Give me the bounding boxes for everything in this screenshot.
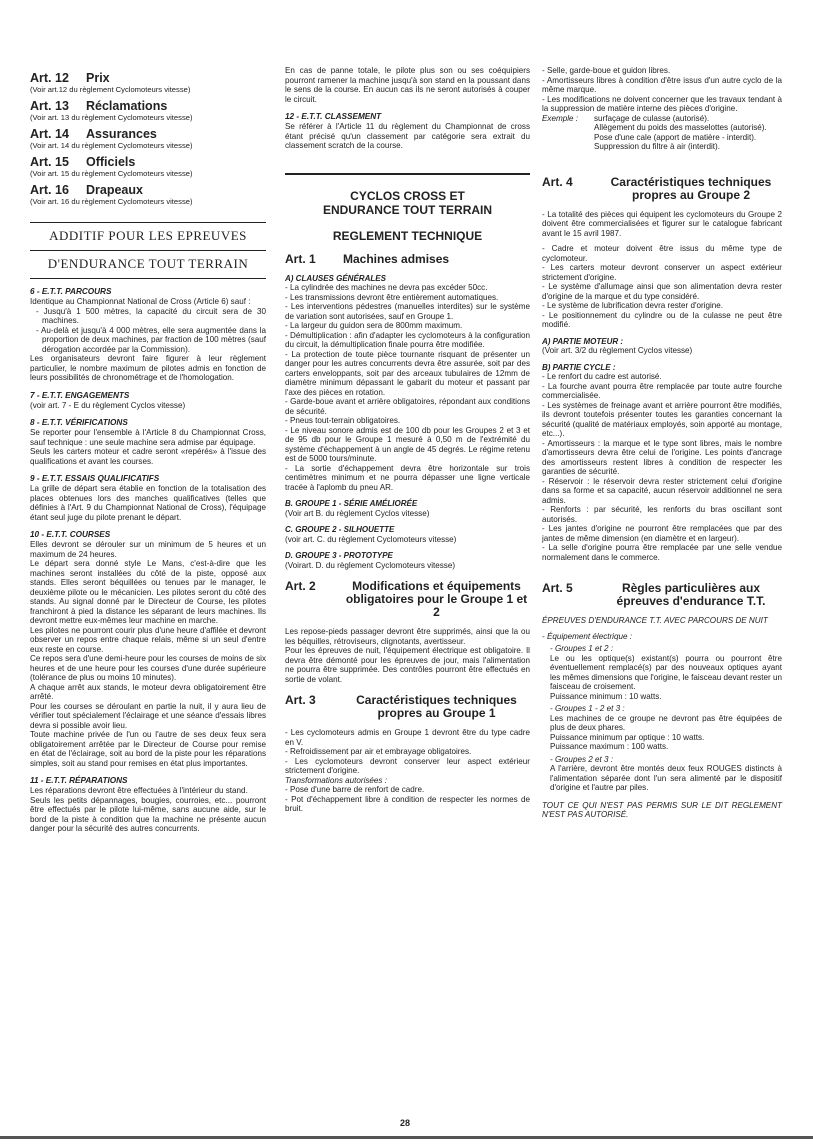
paragraph: Pour les courses se déroulant en partie la nuit, il y aura lieu de vérifier tout spécialement l'éclairage et une séance d'essais libres devra si possible avoir lieu. — [30, 701, 266, 730]
article-reference: (Voir art. 14 du règlement Cyclomoteurs vitesse) — [30, 141, 193, 150]
article-1-heading — [285, 253, 530, 266]
article-title: Règles particulières aux épreuves d'endurance T.T. — [616, 581, 766, 608]
subsection-heading: C. GROUPE 2 - SILHOUETTE — [285, 525, 395, 534]
paragraph: Seuls les carters moteur et cadre seront «repérés» à l'issue des qualifications et avant les courses. — [30, 447, 266, 466]
list-item: - Le niveau sonore admis est de 100 db pour les Groupes 2 et 3 et de 95 db pour le Groupe 1 mesuré à 0,50 m de l'extrémité du système d'échappement à un angle de 45 degrés. Le régime retenu est de 5000 tours/minute. — [285, 425, 530, 463]
paragraph: Pour les épreuves de nuit, l'équipement électrique est obligatoire. Il devra être démonté pour les épreuves de jour, mais l'alimentation ne pourra être supprimée. Des contrôles pourront être effectués en sortie de volant. — [285, 646, 530, 684]
paragraph: Se référer à l'Article 11 du règlement du Championnat de cross étant précisé qu'un classement par catégorie sera extrait du classement scratch de la course. — [285, 122, 530, 150]
list-item: - Cadre et moteur doivent être issus du même type de cyclomoteur. — [542, 244, 782, 263]
paragraph: Les organisateurs devront faire figurer à leur règlement particulier, le nombre maximum de pilotes admis en fonction de leurs possibilités de chronométrage et de l'homologation. — [30, 354, 266, 382]
group-heading: - Groupes 1 - 2 et 3 : — [550, 704, 625, 713]
article-16 — [30, 184, 266, 206]
list-item: - Renforts : par sécurité, les renforts du bras oscillant sont autorisés. — [542, 505, 782, 524]
article-number: Art. 3 — [285, 693, 316, 707]
column-2 — [285, 66, 530, 814]
list-item: - Les modifications ne doivent concerner que les travaux tendant à la suppression de matière interne des pièces d'origine. — [542, 94, 782, 113]
paragraph: Se reporter pour l'ensemble à l'Article 8 du Championnat Cross, sauf technique : une seule machine sera admise par équipage. — [30, 428, 266, 447]
paragraph: A l'arrière, devront être montés deux feux ROUGES distincts à l'alimentation séparée dont l'un sera alimenté par le dispositif d'origine et l'autre par piles. — [550, 764, 782, 792]
paragraph: Toute machine privée de l'un ou l'autre de ses deux feux sera obligatoirement arrêtée par le Directeur de Course pour remise en état de l'éclairage, soit au bord de la piste pour les réparations simples, soit au stand pour remises en état plus importantes. — [30, 730, 266, 768]
paragraph: Le départ sera donné style Le Mans, c'est-à-dire que les machines seront installées du côté de la piste, opposé aux stands. Elles seront béquillées ou tenues par le manager, le deuxième pilote ou le mécanicien. Les pilotes seront du côté des stands. Au signal donné par le Directeur de Course, les pilotes franchiront à pied la distance les séparant de leurs machines. Ils devront mettre eux-mêmes leur machine en marche. — [30, 559, 266, 625]
list-item: - Amortisseurs libres à condition d'être issus d'un autre cyclo de la même marque. — [542, 75, 782, 94]
list-item: - La sortie d'échappement devra être horizontale sur trois centimètres minimum et ne pourra dépasser une ligne verticale tracée à l'aplomb du pneu AR. — [285, 463, 530, 492]
divider — [30, 278, 266, 279]
paragraph: (voir art. C. du règlement Cyclomoteurs vitesse) — [285, 534, 457, 544]
page-number: 28 — [400, 1118, 411, 1128]
article-title: Assurances — [86, 127, 157, 141]
divider — [285, 173, 530, 175]
article-title: Caractéristiques techniques propres au Groupe 2 — [610, 174, 772, 202]
paragraph: Ce repos sera d'une demi-heure pour les courses de moins de six heures et de une heure pour les courses d'une durée supérieure (tolérance de plus ou moins 10 minutes). — [30, 654, 266, 682]
article-number: Art. 4 — [542, 174, 573, 189]
paragraph: Les pilotes ne pourront courir plus d'une heure d'affilée et devront observer un repos entre chaque relais, même si un seul d'entre eux reste en course. — [30, 625, 266, 654]
section-heading-verifications: 8 - E.T.T. VÉRIFICATIONS — [30, 418, 128, 427]
subsection-heading: Transformations autorisées : — [285, 775, 387, 785]
list-item: - La totalité des pièces qui équipent les cyclomoteurs du Groupe 2 doivent être commercialisées et figurer sur le catalogue fabricant avant le 15 avril 1987. — [542, 209, 782, 238]
article-title: Machines admises — [343, 251, 450, 266]
list-item: - Les cyclomoteurs devront conserver leur aspect extérieur strictement d'origine. — [285, 756, 530, 775]
paragraph: (voir art. 7 - E du règlement Cyclos vitesse) — [30, 400, 186, 410]
article-title: Prix — [86, 71, 110, 85]
paragraph: Les machines de ce groupe ne devront pas être équipées de plus de deux phares. — [550, 713, 782, 732]
article-title: Caractéristiques techniques propres au Groupe 1 — [356, 693, 517, 720]
paragraph: A chaque arrêt aux stands, le moteur devra obligatoirement être arrêté. — [30, 682, 266, 701]
paragraph: Les repose-pieds passager devront être supprimés, ainsi que la ou les béquilles, rétroviseurs, clignotants, avertisseur. — [285, 627, 530, 646]
article-title: Réclamations — [86, 99, 168, 113]
column-1 — [30, 66, 266, 834]
article-13 — [30, 100, 266, 122]
article-number: Art. 12 — [30, 71, 69, 85]
list-item: - Le positionnement du cylindre ou de la culasse ne peut être modifié. — [542, 310, 782, 329]
article-14 — [30, 128, 266, 150]
article-number: Art. 13 — [30, 99, 69, 113]
column-3 — [542, 66, 782, 820]
article-number: Art. 16 — [30, 183, 69, 197]
list-item: - Les transmissions devront être entièrement automatiques. — [285, 292, 499, 302]
list-item: - La fourche avant pourra être remplacée par toute autre fourche commercialisée. — [542, 381, 782, 400]
main-title-line-2: ENDURANCE TOUT TERRAIN — [322, 202, 493, 217]
list-item: - Pot d'échappement libre à condition de respecter les normes de bruit. — [285, 794, 530, 813]
list-item: - La protection de toute pièce tournante risquant de présenter un danger pour les autres concurrents devra être assurée, soit par des carters enveloppants, soit par des arceaux tubulaires de 12mm de diamètre minimum dépassant le gabarit du moteur et passant par l'axe des pièces en rotation. — [285, 349, 530, 397]
section-heading-reparations: 11 - E.T.T. RÉPARATIONS — [30, 776, 128, 785]
subsection-heading: B. GROUPE 1 - SÉRIE AMÉLIORÉE — [285, 499, 418, 508]
list-item: - Les carters moteur devront conserver un aspect extérieur strictement d'origine. — [542, 263, 782, 282]
list-item: - Les cyclomoteurs admis en Groupe 1 devront être du type cadre en V. — [285, 728, 530, 747]
article-title: Officiels — [86, 155, 136, 169]
main-title-line-1: CYCLOS CROSS ET — [350, 188, 465, 203]
list-item: - Refroidissement par air et embrayage obligatoires. — [285, 747, 472, 756]
main-title-reglement: REGLEMENT TECHNIQUE — [332, 228, 483, 243]
divider — [30, 250, 266, 251]
paragraph: - Au-delà et jusqu'à 4 000 mètres, elle sera augmentée dans la proportion de deux machines, par fraction de 100 mètres (sauf dérogation accordée par la Commission). — [36, 325, 266, 354]
group-heading: - Groupes 2 et 3 : — [550, 754, 613, 764]
section-heading-parcours: 6 - E.T.T. PARCOURS — [30, 287, 112, 296]
article-title: Drapeaux — [86, 183, 143, 197]
article-2-heading — [285, 580, 530, 619]
list-item: - La largeur du guidon sera de 800mm maximum. — [285, 321, 463, 330]
list-item: - Les systèmes de freinage avant et arrière pourront être modifiés, ils devront toutefois présenter toutes les garanties concernant la sécurité (qualité de matériaux employés, soin apporté au montage, etc...). — [542, 400, 782, 438]
paragraph: Puissance maximum : 100 watts. — [550, 742, 669, 751]
bottom-rule — [0, 1136, 813, 1139]
article-number: Art. 1 — [285, 251, 316, 266]
article-number: Art. 5 — [542, 581, 573, 595]
list-item: - Amortisseurs : la marque et le type sont libres, mais le nombre d'amortisseurs devra être celui de l'origine. Les points d'ancrage des amortisseurs restent libres à condition de respecter les garanties de sécurité. — [542, 438, 782, 476]
article-12 — [30, 72, 266, 94]
paragraph: Le ou les optique(s) existant(s) pourra ou pourront être éventuellement remplacé(s) par des nouveaux optiques ayant les mêmes dimensions que l'origine, le faisceau devant rester un faisceau de croisement. — [550, 653, 782, 691]
subsection-heading: ÉPREUVES D'ENDURANCE T.T. AVEC PARCOURS DE NUIT — [542, 616, 768, 625]
article-5-heading — [542, 582, 782, 608]
divider — [30, 222, 266, 223]
closing-statement: TOUT CE QUI N'EST PAS PERMIS SUR LE DIT REGLEMENT N'EST PAS AUTORISÉ. — [542, 800, 782, 819]
paragraph: La grille de départ sera établie en fonction de la totalisation des places obtenues lors des manches qualificatives (telles que définies à l'Art. 9 du Championnat National de Cross), l'équipage étant seul juge du pilote prenant le départ. — [30, 484, 266, 522]
paragraph: (Voir art B. du règlement Cyclos vitesse) — [285, 508, 430, 518]
list-item: - Les jantes d'origine ne pourront être remplacées que par des jantes de même dimension (en diamètre et en largeur). — [542, 524, 782, 543]
paragraph: (Voirart. D. du règlement Cyclomoteurs vitesse) — [285, 560, 456, 570]
list-item: - Pneus tout-terrain obligatoires. — [285, 416, 401, 425]
paragraph: Les réparations devront être effectuées à l'intérieur du stand. — [30, 786, 248, 795]
list-item: - Selle, garde-boue et guidon libres. — [542, 66, 671, 75]
article-number: Art. 15 — [30, 155, 69, 169]
section-heading-essais: 9 - E.T.T. ESSAIS QUALIFICATIFS — [30, 474, 160, 483]
article-3-heading — [285, 694, 530, 720]
list-item: - Réservoir : le réservoir devra rester strictement celui d'origine dans sa forme et sa capacité, aucun réservoir additionnel ne sera admis. — [542, 476, 782, 505]
article-reference: (Voir art.12 du règlement Cyclomoteurs vitesse) — [30, 85, 191, 94]
list-item: - Le système de lubrification devra rester d'origine. — [542, 301, 724, 310]
paragraph: Identique au Championnat National de Cross (Article 6) sauf : — [30, 297, 251, 306]
example-item: Pose d'une cale (apport de matière - interdit). — [594, 132, 757, 142]
article-number: Art. 14 — [30, 127, 69, 141]
paragraph: (Voir art. 3/2 du règlement Cyclos vitesse) — [542, 346, 693, 355]
section-heading-courses: 10 - E.T.T. COURSES — [30, 530, 111, 539]
article-title: Modifications et équipements obligatoires pour le Groupe 1 et 2 — [345, 579, 528, 619]
list-item: - Pose d'une barre de renfort de cadre. — [285, 785, 425, 794]
paragraph: Elles devront se dérouler sur un minimum de 5 heures et un maximum de 24 heures. — [30, 540, 266, 559]
example-item: surfaçage de culasse (autorisé). — [594, 113, 710, 123]
paragraph: - Jusqu'à 1 500 mètres, la capacité du circuit sera de 30 machines. — [36, 306, 266, 325]
list-item: - Le système d'allumage ainsi que son alimentation devra rester d'origine de la marque et du type considéré. — [542, 282, 782, 301]
article-number: Art. 2 — [285, 579, 316, 593]
list-item: - Les interventions pédestres (manuelles interdites) sur le système de variation sont autorisées, sauf en Groupe 1. — [285, 302, 530, 321]
paragraph: En cas de panne totale, le pilote plus son ou ses coéquipiers pourront ramener la machine jusqu'à son stand en la poussant dans le sens de la course. En aucun cas ils ne seront autorisés à couper le circuit. — [285, 66, 530, 104]
example-label: Exemple : — [542, 113, 578, 123]
paragraph: Seuls les petits dépannages, bougies, courroies, etc... pourront être effectués par le pilote lui-même, sans aucune aide, sur le bord de la piste à condition que la machine ne présente aucun danger pour la sécurité des autres concurrents. — [30, 795, 266, 833]
subsection-heading: D. GROUPE 3 - PROTOTYPE — [285, 551, 393, 560]
additif-title-line-1: ADDITIF POUR LES EPREUVES — [49, 228, 247, 243]
subsection-heading: - Équipement électrique : — [542, 631, 632, 641]
example-item: Suppression du filtre à air (interdit). — [594, 142, 720, 151]
paragraph: Puissance minimum : 10 watts. — [550, 691, 662, 701]
subsection-heading: A) CLAUSES GÉNÉRALES — [285, 273, 386, 283]
subsection-heading: A) PARTIE MOTEUR : — [542, 336, 624, 346]
list-item: - Démultiplication : afin d'adapter les cyclomoteurs à la configuration du circuit, la démultiplication finale pourra être modifiée. — [285, 330, 530, 349]
additif-title-line-2: D'ENDURANCE TOUT TERRAIN — [47, 256, 249, 271]
section-heading-engagements: 7 - E.T.T. ENGAGEMENTS — [30, 390, 130, 400]
group-heading: - Groupes 1 et 2 : — [550, 644, 613, 653]
article-15 — [30, 156, 266, 178]
example-block — [542, 114, 782, 152]
subsection-heading: B) PARTIE CYCLE : — [542, 362, 616, 372]
article-4-heading — [542, 176, 782, 202]
list-item: - La selle d'origine pourra être remplacée par une selle vendue normalement dans le commerce. — [542, 543, 782, 562]
example-item: Allègement du poids des masselottes (autorisé). — [594, 123, 767, 132]
paragraph: Puissance minimum par optique : 10 watts. — [550, 732, 705, 742]
article-reference: (Voir art. 15 du règlement Cyclomoteurs vitesse) — [30, 169, 193, 178]
section-heading-classement: 12 - E.T.T. CLASSEMENT — [285, 112, 382, 121]
list-item: - Le renfort du cadre est autorisé. — [542, 372, 662, 381]
list-item: - La cylindrée des machines ne devra pas excéder 50cc. — [285, 283, 488, 292]
article-reference: (Voir art. 13 du règlement Cyclomoteurs vitesse) — [30, 113, 193, 122]
article-reference: (Voir art. 16 du règlement Cyclomoteurs vitesse) — [30, 197, 193, 206]
list-item: - Garde-boue avant et arrière obligatoires, répondant aux conditions de sécurité. — [285, 397, 530, 416]
